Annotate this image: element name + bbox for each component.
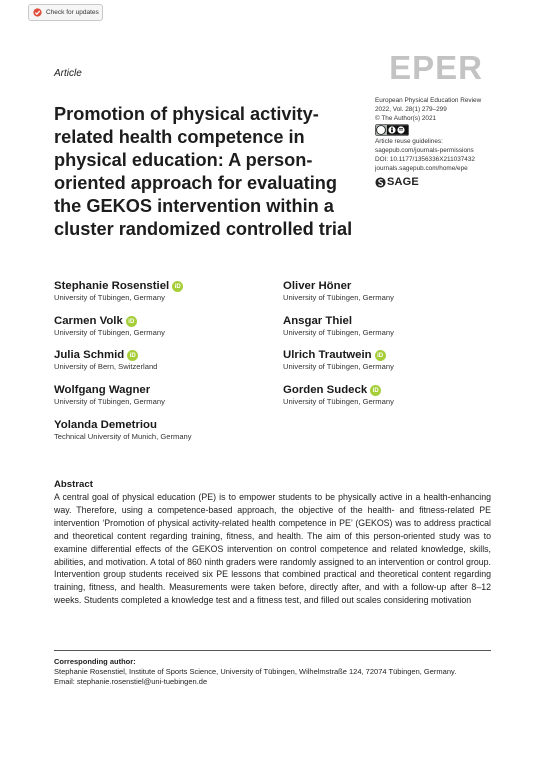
author-name-row <box>54 280 183 293</box>
author-name: Gorden Sudeck <box>283 384 368 396</box>
author-affiliation: University of Tübingen, Germany <box>283 397 394 406</box>
corresponding-author-heading: Corresponding author: <box>54 657 136 666</box>
reuse-link[interactable]: sagepub.com/journals-permissions <box>375 147 474 155</box>
corresponding-author <box>54 657 491 688</box>
author-entry <box>54 315 165 338</box>
author-name: Julia Schmid <box>54 349 125 361</box>
author-name-row <box>283 384 394 397</box>
reuse-label: Article reuse guidelines: <box>375 138 443 146</box>
author-affiliation: University of Tübingen, Germany <box>54 328 165 337</box>
author-name-row <box>54 384 165 397</box>
orcid-icon[interactable]: iD <box>375 350 386 361</box>
publisher-name: SAGE <box>387 175 419 188</box>
journal-home-link[interactable]: journals.sagepub.com/home/epe <box>375 164 468 172</box>
author-entry <box>54 280 183 303</box>
author-name: Stephanie Rosenstiel <box>54 280 170 292</box>
author-name-row <box>283 315 394 328</box>
author-name-row <box>283 280 394 293</box>
author-name-row <box>54 315 165 328</box>
author-entry <box>54 349 157 372</box>
author-affiliation: University of Tübingen, Germany <box>54 293 165 302</box>
author-name: Oliver Höner <box>283 280 352 292</box>
author-affiliation: Technical University of Munich, Germany <box>54 432 192 441</box>
author-name: Ansgar Thiel <box>283 315 352 327</box>
author-name-row <box>283 349 394 362</box>
journal-logo <box>378 53 494 82</box>
author-entry <box>283 315 394 338</box>
author-name-row <box>54 419 192 432</box>
footnote-divider <box>54 650 491 651</box>
author-affiliation: University of Tübingen, Germany <box>283 362 394 371</box>
author-affiliation: University of Tübingen, Germany <box>283 328 394 337</box>
author-name: Yolanda Demetriou <box>54 419 157 431</box>
abstract-text: A central goal of physical education (PE) is to empower students to be physically active in a health-enhancing way. Therefore, using a competence-based approach, the objective of the health- and fitness-related PE intervention ‘Promotion of physical activity-related health competence in PE’ (GEKOS) was to address practical and theoretical content regarding training, fitness, and health. The aim of this person-oriented study was to examine differential effects of the GEKOS intervention on control competence and related knowledge, skills, abilities, and motivation. A total of 860 ninth graders were randomly assigned to an intervention or control group. Intervention group students received six PE lessons that combined practical and theoretical content regarding training, fitness, and health. Measurements were taken before, directly after, and with a follow-up after 8–12 weeks. Students completed a knowledge test and a fitness test, and filled out scales considering motivation <box>54 492 491 606</box>
sage-logo <box>375 177 505 188</box>
author-entry <box>54 419 192 442</box>
author-entry <box>283 384 394 407</box>
article-type-label: Article <box>54 68 82 79</box>
corresponding-address: Stephanie Rosenstiel, Institute of Sports Science, University of Tübingen, Wilhelmstraße 124, 72074 Tübingen, Germany. <box>54 667 457 677</box>
check-for-updates-label: Check for updates <box>46 9 99 16</box>
author-affiliation: University of Tübingen, Germany <box>283 293 394 302</box>
volume-line: 2022, Vol. 28(1) 279–299 <box>375 105 447 113</box>
doi-line[interactable]: DOI: 10.1177/1356336X211037432 <box>375 155 475 163</box>
author-name-row <box>54 349 157 362</box>
orcid-icon[interactable]: iD <box>172 281 183 292</box>
author-entry <box>283 280 394 303</box>
author-name: Wolfgang Wagner <box>54 384 151 396</box>
article-title: Promotion of physical activity-related health competence in physical education: A person-oriented approach for evaluating the GEKOS intervention within a cluster randomized controlled trial <box>54 104 353 239</box>
author-name: Carmen Volk <box>54 315 123 327</box>
orcid-icon[interactable]: iD <box>370 385 381 396</box>
copyright-line: © The Author(s) 2021 <box>375 114 437 122</box>
orcid-icon[interactable]: iD <box>126 316 137 327</box>
sage-logo-icon <box>375 177 386 188</box>
author-entry <box>283 349 394 372</box>
cc-license-icon[interactable] <box>375 124 409 136</box>
orcid-icon[interactable]: iD <box>127 350 138 361</box>
journal-name: European Physical Education Review <box>375 97 482 104</box>
abstract-heading: Abstract <box>54 479 93 490</box>
author-affiliation: University of Bern, Switzerland <box>54 362 158 371</box>
check-for-updates-button[interactable] <box>28 4 103 21</box>
author-entry <box>54 384 165 407</box>
svg-text:EPER: EPER <box>389 53 483 82</box>
author-affiliation: University of Tübingen, Germany <box>54 397 165 406</box>
journal-meta <box>375 97 505 188</box>
author-name: Ulrich Trautwein <box>283 349 372 361</box>
crossmark-icon <box>33 8 42 17</box>
corresponding-email[interactable]: Email: stephanie.rosenstiel@uni-tuebingen.de <box>54 677 208 687</box>
